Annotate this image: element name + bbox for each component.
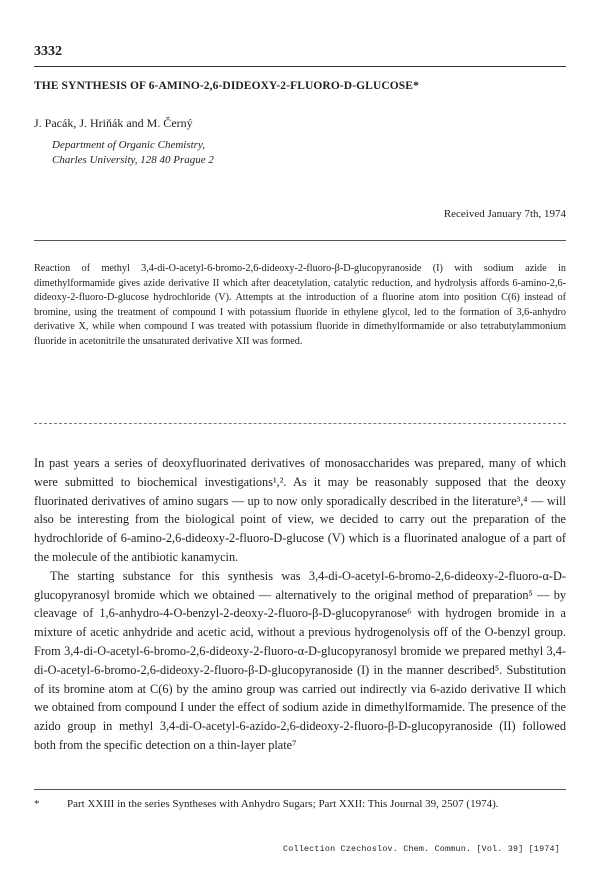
abstract-rule-bottom xyxy=(34,423,566,424)
page-number: 3332 xyxy=(34,44,62,59)
abstract-rule-top xyxy=(34,240,566,241)
footnote-marker: * xyxy=(34,798,40,810)
header-rule xyxy=(34,66,566,67)
affiliation-department: Department of Organic Chemistry, xyxy=(52,139,205,151)
journal-citation: Collection Czechoslov. Chem. Commun. [Vol. 39] [1974] xyxy=(283,844,560,854)
received-date: Received January 7th, 1974 xyxy=(443,208,566,220)
body-text xyxy=(34,454,566,755)
affiliation-address: Charles University, 128 40 Prague 2 xyxy=(52,154,214,166)
footnote xyxy=(34,796,566,812)
body-paragraph: In past years a series of deoxyfluorinated derivatives of monosaccharides was prepared, many of which were submitted to biochemical investigations¹,². As it may be reasonably supposed that the deoxy fluorinated derivatives of amino sugars — up to now only sporadically described in the literature³,⁴ — will also be interesting from the biological point of view, we decided to carry out the preparation of the hydrochloride of 6-amino-2,6-dideoxy-2-fluoro-D-glucose (V) which is a fluorinated analogue of a part of the molecule of the antibiotic kanamycin. xyxy=(34,456,566,564)
authors: J. Pacák, J. Hriňák and M. Černý xyxy=(34,116,193,130)
paper-title: THE SYNTHESIS OF 6-AMINO-2,6-DIDEOXY-2-FLUORO-D-GLUCOSE* xyxy=(34,80,419,92)
body-paragraph: The starting substance for this synthesis was 3,4-di-O-acetyl-6-bromo-2,6-dideoxy-2-fluoro-α-D-glucopyranosyl bromide which we obtained — alternatively to the original method of preparation⁵ — by cleavage of 1,6-anhydro-4-O-benzyl-2-deoxy-2-fluoro-β-D-glucopyranose⁶ with hydrogen bromide in a mixture of acetic anhydride and acetic acid, without a previous hydrogenolysis off of the O-benzyl group. From 3,4-di-O-acetyl-6-bromo-2,6-dideoxy-2-fluoro-α-D-glucopyranosyl bromide we prepared methyl 3,4-di-O-acetyl-6-bromo-2,6-dideoxy-2-fluoro-β-D-glucopyranoside (I) in the manner described⁵. Substitution of its bromine atom at C(6) by the amino group was carried out indirectly via 6-azido derivative II which we obtained from compound I under the effect of sodium azide in dimethylformamide. The presence of the azido group in methyl 3,4-di-O-acetyl-6-azido-2,6-dideoxy-2-fluoro-β-D-glucopyranoside (II) followed both from the specific detection on a thin-layer plate⁷ xyxy=(34,568,566,752)
footnote-rule xyxy=(34,789,566,790)
abstract: Reaction of methyl 3,4-di-O-acetyl-6-bromo-2,6-dideoxy-2-fluoro-β-D-glucopyranoside (I) with sodium azide in dimethylformamide gives azide derivative II which after deacetylation, catalytic reduction, and hydrolysis affords 6-amino-2,6-dideoxy-2-fluoro-D-glucose hydrochloride (V). Attempts at the introduction of a fluorine atom into position C(6) instead of bromine, using the treatment of compound I with potassium fluoride in ethylene glycol, led to the formation of 3,6-anhydro derivative X, while when compound I was treated with potassium fluoride in dimethylformamide or also tetrabutylammonium fluoride in acetonitrile the unsaturated derivative XII was formed. xyxy=(34,263,566,347)
affiliation xyxy=(52,138,214,168)
footnote-text: Part XXIII in the series Syntheses with Anhydro Sugars; Part XXII: This Journal 39, 2507 (1974). xyxy=(67,798,499,810)
